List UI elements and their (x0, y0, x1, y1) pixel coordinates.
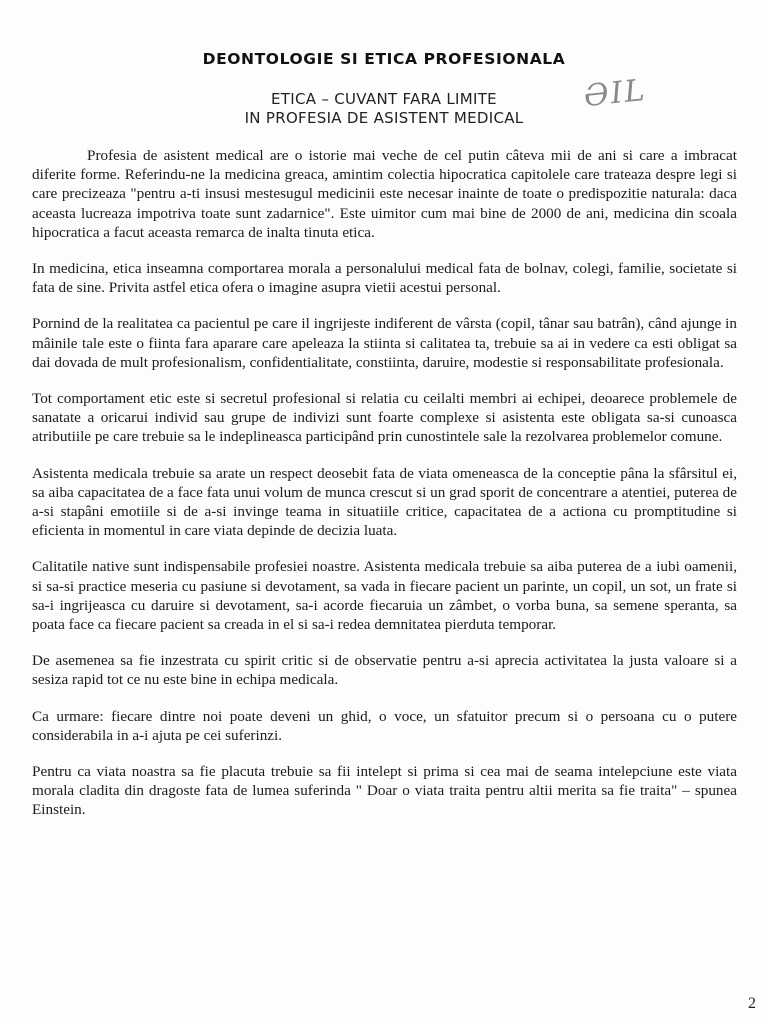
paragraph-8: Ca urmare: fiecare dintre noi poate deveni un ghid, o voce, un sfatuitor precum si o persoana cu o putere considerabila in a-i ajuta pe cei suferinzi. (32, 707, 737, 744)
paragraph-9: Pentru ca viata noastra sa fie placuta trebuie sa fii intelept si prima si cea mai de seama intelepciune este viata morala cladita din dragoste fata de lumea suferinda " Doar o viata traita pentru altii merita sa fie traita" – spunea Einstein. (32, 763, 737, 819)
document-title: DEONTOLOGIE SI ETICA PROFESIONALA (202, 50, 566, 68)
paragraph-1: Profesia de asistent medical are o istorie mai veche de cel putin câteva mii de ani si care a imbracat diferite forme. Referindu-ne la medicina greaca, amintim colectia hipocratica capitolele care trateaza despre legi si care precizeaza "pentru a-ti insusi mestesugul medicinii este necesar inainte de toate o predispozitie naturala: daca aceasta lucreaza impotriva toate sunt zadarnice". Este uimitor cum mai bine de 2000 de ani, medicina din scoala hipocratica a facut aceasta remarca de inalta tinuta etica. (32, 147, 737, 241)
document-subtitle (0, 90, 768, 128)
paragraph-5: Asistenta medicala trebuie sa arate un respect deosebit fata de viata omeneasca de la conceptie pâna la sfârsitul ei, sa aiba capacitatea de a face fata unui volum de munca crescut si un grad sporit de concentrare a atentiei, puterea de a-si stapâni emotiile si de a-si invinge teama in situatiile critice, capacitatea de a actiona cu promptitudine si eficienta in momentul in care viata depinde de decizia luata. (32, 464, 737, 540)
page-number: 2 (748, 995, 756, 1012)
subtitle-line-1: ETICA – CUVANT FARA LIMITE (271, 90, 497, 108)
subtitle-line-2: IN PROFESIA DE ASISTENT MEDICAL (244, 109, 524, 127)
paragraph-6: Calitatile native sunt indispensabile profesiei noastre. Asistenta medicala trebuie sa aiba puterea de a iubi oamenii, si sa-si practice meseria cu pasiune si devotament, sa vada in fiecare pacient un parinte, un copil, un sot, un frate si sa-i ingrijeasca cu daruire si devotament, sa-i acorde fiecaruia un zâmbet, o vorba buna, sa semene speranta, sa poata face ca fiecare pacient sa creada in el si sa-i redea demnitatea pierduta temporar. (32, 558, 737, 634)
paragraph-2: In medicina, etica inseamna comportarea morala a personalului medical fata de bolnav, colegi, familie, societate si fata de sine. Privita astfel etica ofera o imagine asupra vietii acestui personal. (32, 260, 737, 297)
paragraph-7: De asemenea sa fie inzestrata cu spirit critic si de observatie pentru a-si aprecia activitatea la justa valoare si a sesiza rapid tot ce nu este bine in echipa medicala. (32, 652, 737, 689)
paragraph-4: Tot comportament etic este si secretul profesional si relatia cu ceilalti membri ai echipei, deoarece problemele de sanatate a oricarui individ sau grupe de indivizi sunt foarte complexe si asistenta este obligata sa-si cunoasca atributiile pe care trebuie sa le indeplineasca participând prin cunostintele sale la rezolvarea problemelor comune. (32, 390, 737, 446)
handwritten-annotation: ƏIL (582, 72, 649, 115)
document-body (32, 146, 737, 837)
paragraph-3: Pornind de la realitatea ca pacientul pe care il ingrijeste indiferent de vârsta (copil, tânar sau batrân), când ajunge in mâinile tale este o fiinta fara aparare care apeleaza la stiinta si calitatea ta, trebuie sa ai in vedere ca esti obligat sa dai dovada de mult profesionalism, confidentialitate, constiinta, daruire, modestie si responsabilitate profesionala. (32, 315, 737, 371)
